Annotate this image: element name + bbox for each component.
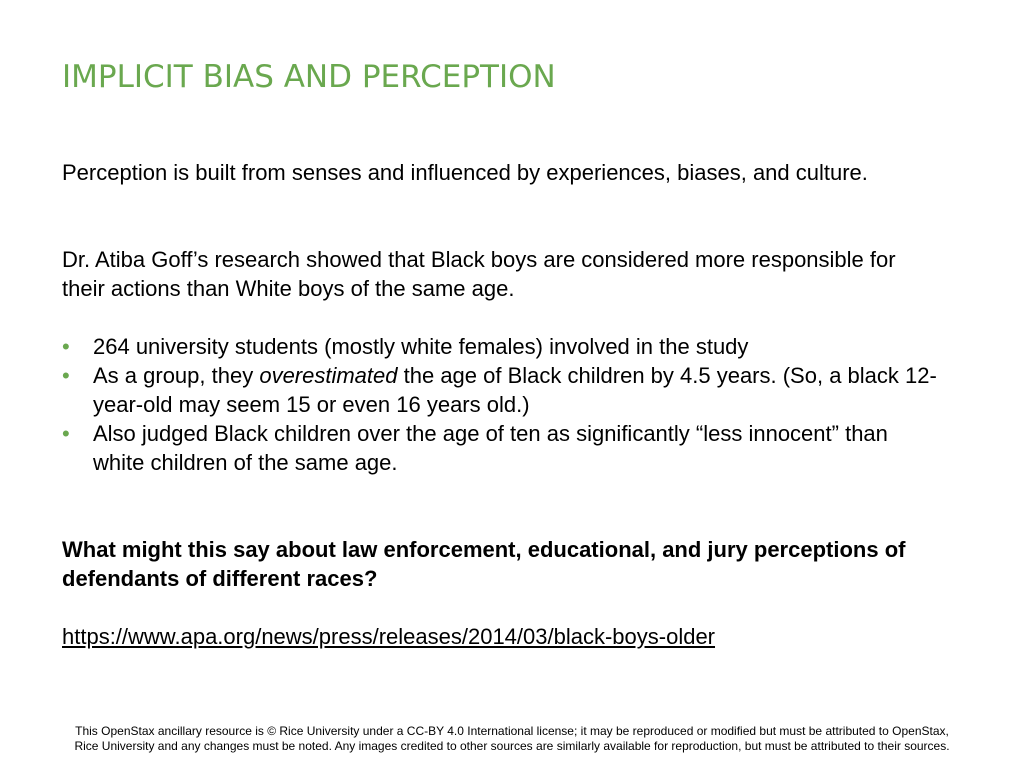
bullet-text: 264 university students (mostly white females) involved in the study	[93, 334, 749, 359]
findings-list	[62, 332, 942, 477]
list-item	[62, 332, 942, 361]
bullet-text-after: the age of Black children by 4.5 years. (So, a black 12-year-old may seem 15 or even 16 years old.)	[93, 363, 937, 417]
research-paragraph: Dr. Atiba Goff’s research showed that Black boys are considered more responsible for their actions than White boys of the same age.	[62, 247, 896, 301]
footer-line: Rice University and any changes must be noted. Any images credited to other sources are similarly available for reproduction, but must be attributed to their sources.	[74, 739, 950, 753]
bullet-text-before: As a group, they	[93, 363, 260, 388]
discussion-question: What might this say about law enforcement, educational, and jury perceptions of defendants of different races?	[62, 537, 906, 591]
bullet-icon: •	[62, 334, 70, 359]
bullet-icon: •	[62, 363, 70, 388]
license-footer	[0, 724, 1024, 754]
bullet-text: Also judged Black children over the age of ten as significantly “less innocent” than white children of the same age.	[93, 421, 888, 475]
perception-paragraph: Perception is built from senses and influenced by experiences, biases, and culture.	[62, 160, 868, 185]
source-link[interactable]: https://www.apa.org/news/press/releases/2014/03/black-boys-older	[62, 624, 716, 649]
bullet-icon: •	[62, 421, 70, 446]
footer-line: This OpenStax ancillary resource is © Rice University under a CC-BY 4.0 International license; it may be reproduced or modified but must be attributed to OpenStax,	[75, 724, 949, 738]
list-item	[62, 361, 942, 419]
slide-title: IMPLICIT BIAS AND PERCEPTION	[62, 59, 556, 95]
bullet-emphasis: overestimated	[259, 363, 398, 388]
slide-content	[62, 158, 942, 651]
list-item	[62, 419, 942, 477]
source-link-paragraph	[62, 622, 942, 651]
